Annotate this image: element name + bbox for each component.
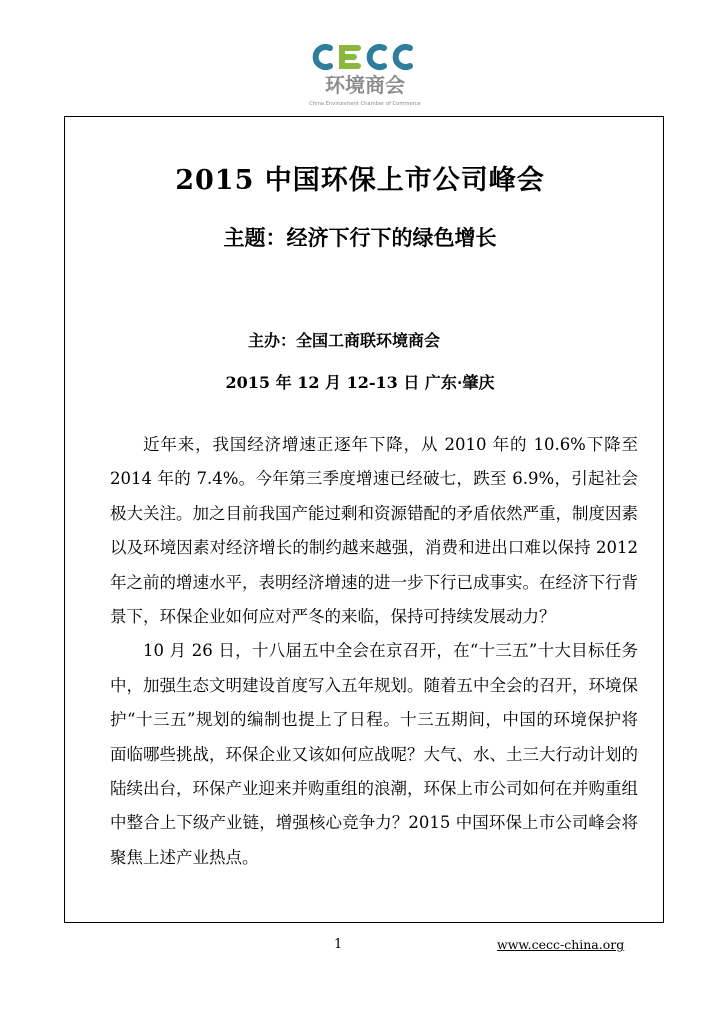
page-subtitle: 主题：经济下行下的绿色增长 <box>223 225 497 250</box>
paragraph-1: 近年来，我国经济增速正逐年下降，从 2010 年的 10.6%下降至 2014 年的 7.4%。今年第三季度增速已经破七，跌至 6.9%，引起社会极大关注。加之目前我国产能过剩和资源错配的矛盾依然严重，制度因素以及环境因素对经济增长的制约越来越强，消费和进出口难以保持 2012 年之前的增速水平，表明经济增速的进一步下行已成事实。在经济下行背景下，环保企业如何应对严冬的来临，保持可持续发展动力？ <box>110 435 638 627</box>
page-title: 2015 中国环保上市公司峰会 <box>175 165 545 196</box>
cecc-logo <box>300 38 430 110</box>
page-number: 1 <box>334 937 343 952</box>
cecc-logo-icon <box>300 38 430 110</box>
organizer-line <box>248 328 440 351</box>
logo-name-cn: 环境商会 <box>325 73 405 97</box>
event-date-place: 2015 年 12 月 12-13 日 广东·肇庆 <box>225 373 495 392</box>
paragraph-2: 10 月 26 日，十八届五中全会在京召开，在“十三五”十大目标任务中，加强生态文明建设首度写入五年规划。随着五中全会的召开，环境保护“十三五”规划的编制也提上了日程。十三五期间，中国的环境保护将面临哪些挑战，环保企业又该如何应战呢？大气、水、土三大行动计划的陆续出台，环保产业迎来并购重组的浪潮，环保上市公司如何在并购重组中整合上下级产业链，增强核心竞争力？2015 中国环保上市公司峰会将聚焦上述产业热点。 <box>110 641 638 867</box>
organizer-name: 全国工商联环境商会 <box>296 331 441 350</box>
body-text <box>110 428 638 875</box>
logo-name-en: China Environment Chamber of Commerce <box>309 101 421 107</box>
organizer-label: 主办： <box>248 331 297 350</box>
website-link[interactable]: www.cecc-china.org <box>497 937 625 952</box>
